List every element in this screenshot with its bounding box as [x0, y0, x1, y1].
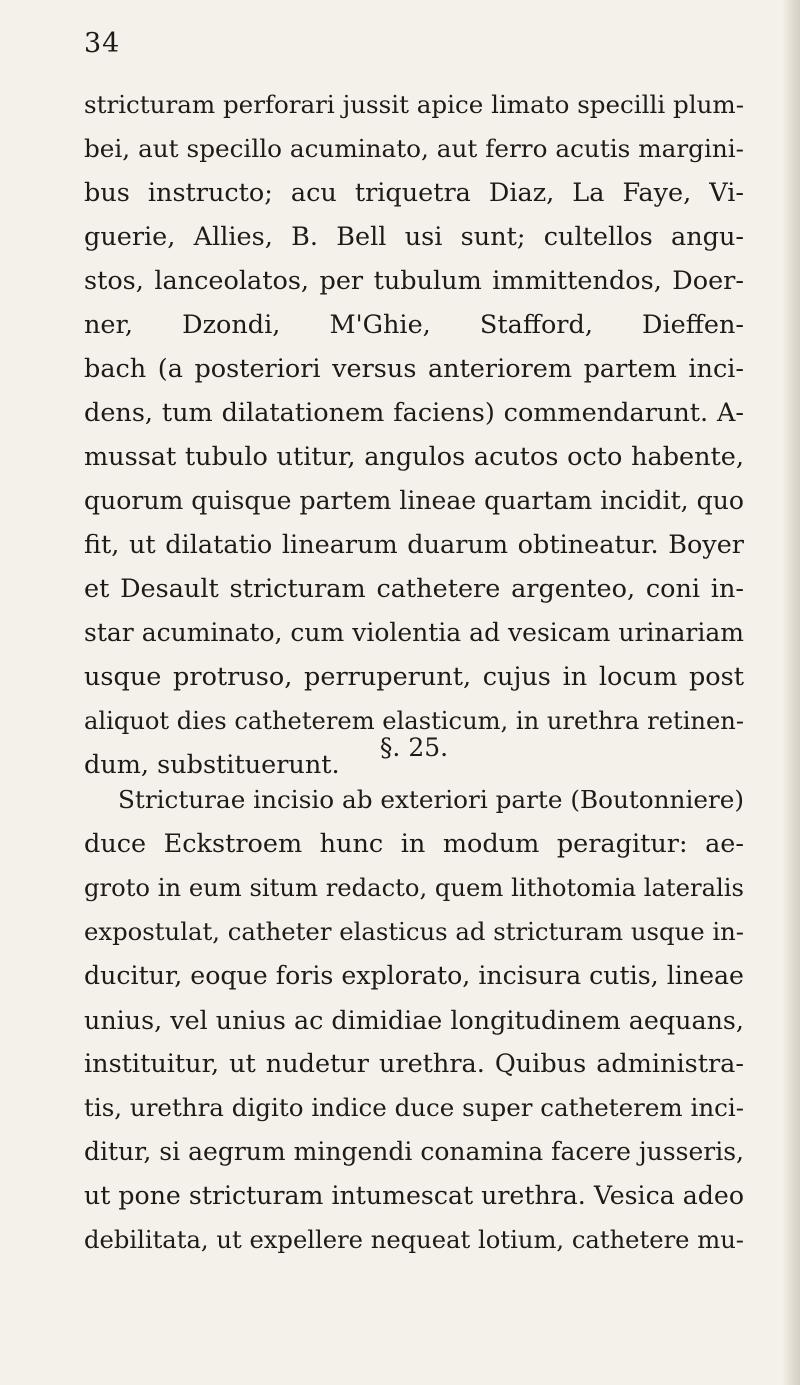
- text-line: ducitur, eoque foris explorato, incisura cutis, lineae: [84, 961, 744, 990]
- text-line: stricturam perforari jussit apice limato specilli plum-: [84, 90, 744, 119]
- text-line: groto in eum situm redacto, quem lithotomia lateralis: [84, 873, 744, 902]
- text-line: duce Eckstroem hunc in modum peragitur: ae-: [84, 829, 744, 859]
- text-line: guerie, Allies, B. Bell usi sunt; cultellos angu-: [84, 222, 744, 252]
- text-line: mussat tubulo utitur, angulos acutos octo habente,: [84, 442, 744, 472]
- paragraph-1: [84, 83, 744, 787]
- text-line: ditur, si aegrum mingendi conamina facere jusseris,: [84, 1137, 744, 1166]
- text-line: et Desault stricturam cathetere argenteo, coni in-: [84, 574, 744, 604]
- page-edge-shadow: [782, 0, 800, 1385]
- text-line: dens, tum dilatationem faciens) commendarunt. A-: [84, 398, 744, 428]
- text-line: bus instructo; acu triquetra Diaz, La Faye, Vi-: [84, 178, 744, 208]
- text-line: usque protruso, perruperunt, cujus in locum post: [84, 662, 744, 692]
- text-line: Stricturae incisio ab exteriori parte (Boutonniere): [118, 785, 744, 814]
- text-line: bei, aut specillo acuminato, aut ferro acutis margini-: [84, 134, 744, 163]
- section-heading: §. 25.: [379, 733, 449, 762]
- text-line: tis, urethra digito indice duce super catheterem inci-: [84, 1093, 744, 1122]
- text-line: fit, ut dilatatio linearum duarum obtineatur. Boyer: [84, 530, 744, 560]
- text-line: expostulat, catheter elasticus ad stricturam usque in-: [84, 917, 744, 946]
- text-line: bach (a posteriori versus anteriorem partem inci-: [84, 354, 744, 384]
- text-line: star acuminato, cum violentia ad vesicam urinariam: [84, 618, 744, 647]
- text-line: debilitata, ut expellere nequeat lotium, cathetere mu-: [84, 1226, 744, 1254]
- text-line: ner, Dzondi, M'Ghie, Stafford, Dieffen-: [84, 310, 744, 340]
- text-line: ut pone stricturam intumescat urethra. Vesica adeo: [84, 1181, 744, 1210]
- text-line: unius, vel unius ac dimidiae longitudinem aequans,: [84, 1005, 744, 1035]
- text-line: stos, lanceolatos, per tubulum immittendos, Doer-: [84, 266, 744, 296]
- text-line: aliquot dies catheterem elasticum, in urethra retinen-: [84, 707, 744, 735]
- text-line: dum, substituerunt.: [84, 750, 340, 780]
- text-line: instituitur, ut nudetur urethra. Quibus administra-: [84, 1049, 744, 1079]
- page-number: 34: [84, 28, 121, 59]
- paragraph-2: [84, 778, 744, 1262]
- text-line: quorum quisque partem lineae quartam incidit, quo: [84, 486, 744, 515]
